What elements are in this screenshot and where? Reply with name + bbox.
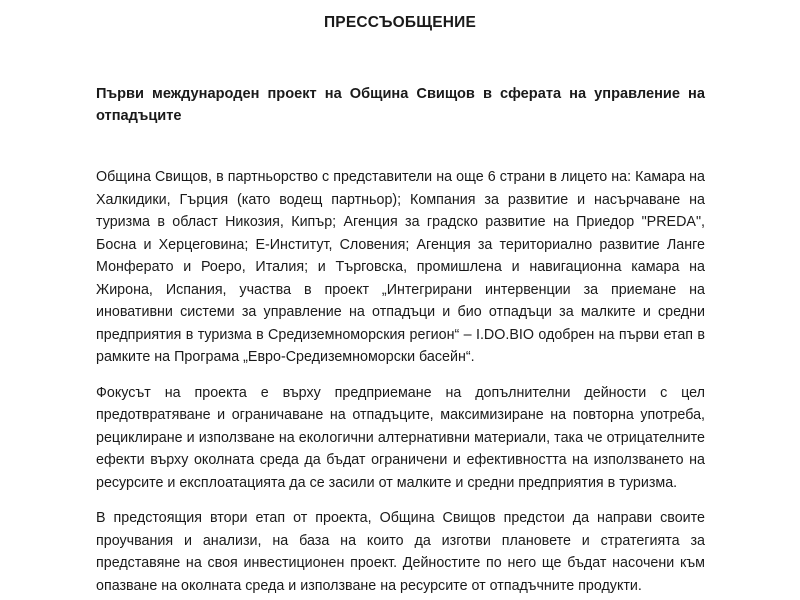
paragraph-partnership: Община Свищов, в партньорство с представители на още 6 страни в лицето на: Камара на Халкидики, Гърция (като водещ партньор); Компания за развитие и насърчаване на туризма в област Никозия, Кипър; Агенция за градско развитие на Приедор "PREDA", Босна и Херцеговина; Е-Институт, Словения; Агенция за териториално развитие Ланге Монферато и Роеро, Италия; и Търговска, промишлена и навигационна камара на Жирона, Испания, участва в проект „Интегрирани интервенции за приемане на иновативни системи за управление на отпадъци и био отпадъци за малките и средни предприятия в туризма в Средиземноморския регион“ – I.DO.BIO одобрен на първи етап в рамките на Програма „Евро-Средиземноморски басейн“. xyxy=(96,169,705,365)
paragraph-next-stage: В предстоящия втори етап от проекта, Община Свищов предстои да направи своите проучвания и анализи, на база на които да изготви плановете и стратегията за представяне на своя инвестиционен проект. Дейностите по него ще бъдат насочени към опазване на околната среда и използване на ресурсите от отпадъчните продукти. xyxy=(96,510,705,594)
paragraph-focus: Фокусът на проекта е върху предприемане на допълнителни дейности с цел предотвратяване и ограничаване на отпадъците, максимизиране на повторна употреба, рециклиране и използване на екологични алтернативни материали, така че отрицателните ефекти върху околната среда да бъдат ограничени и ефективността на използването на ресурсите и експлоатацията да се засили от малките и средни предприятия в туризма. xyxy=(96,384,705,491)
document-subtitle: Първи международен проект на Община Свищов в сферата на управление на отпадъците xyxy=(96,86,705,124)
document-body xyxy=(96,166,705,600)
document-title: ПРЕССЪОБЩЕНИЕ xyxy=(323,14,477,31)
